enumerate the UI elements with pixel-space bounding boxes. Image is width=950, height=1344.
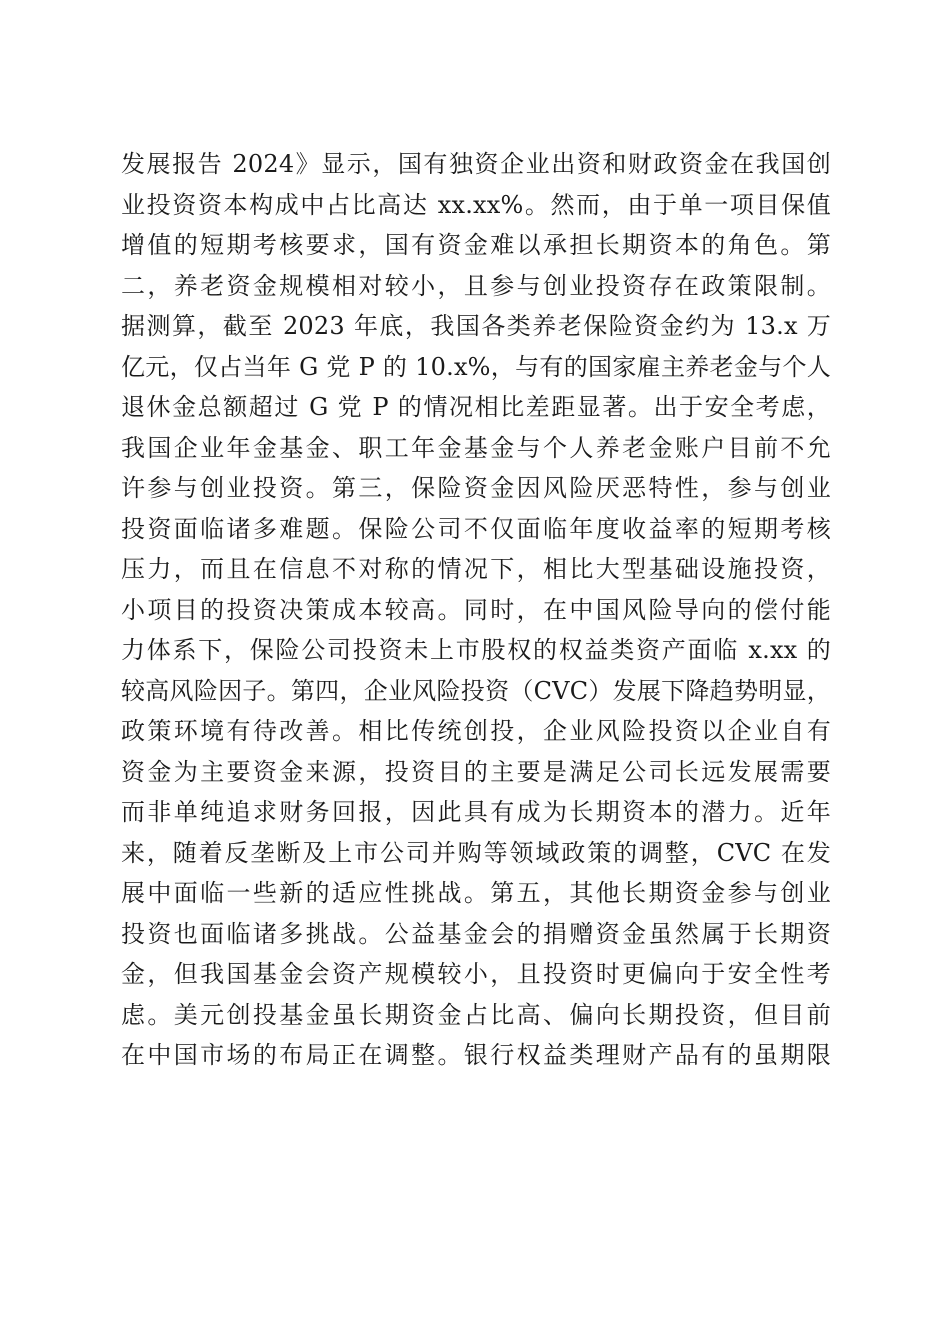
text-line-21: 金，但我国基金会资产规模较小，且投资时更偏向于安全性考: [121, 960, 831, 988]
text-line-20: 投资也面临诸多挑战。公益基金会的捐赠资金虽然属于长期资: [121, 919, 831, 948]
text-line-8: 我国企业年金基金、职工年金基金与个人养老金账户目前不允: [121, 433, 831, 462]
text-line-5: 据测算，截至 2023 年底，我国各类养老保险资金约为 13.x 万: [121, 312, 831, 340]
text-line-2: 业投资资本构成中占比高达 xx.xx%。然而，由于单一项目保值: [121, 190, 831, 219]
text-line-1: 发展报告 2024》显示，国有独资企业出资和财政资金在我国创: [121, 150, 831, 178]
text-line-13: 力体系下，保险公司投资未上市股权的权益类资产面临 x.xx 的: [121, 636, 831, 664]
text-line-10: 投资面临诸多难题。保险公司不仅面临年度收益率的短期考核: [121, 514, 831, 543]
text-line-14: 较高风险因子。第四，企业风险投资（CVC）发展下降趋势明显，: [121, 676, 831, 705]
text-line-15: 政策环境有待改善。相比传统创投，企业风险投资以企业自有: [121, 717, 831, 745]
text-line-23: 在中国市场的布局正在调整。银行权益类理财产品有的虽期限: [121, 1041, 831, 1069]
text-line-19: 展中面临一些新的适应性挑战。第五，其他长期资金参与创业: [121, 879, 831, 907]
text-line-17: 而非单纯追求财务回报，因此具有成为长期资本的潜力。近年: [121, 798, 831, 826]
text-line-16: 资金为主要资金来源，投资目的主要是满足公司长远发展需要: [121, 757, 831, 786]
body-text: [121, 144, 841, 1076]
text-line-11: 压力，而且在信息不对称的情况下，相比大型基础设施投资，: [121, 555, 831, 583]
text-line-9: 许参与创业投资。第三，保险资金因风险厌恶特性，参与创业: [121, 474, 831, 502]
text-line-7: 退休金总额超过 G 党 P 的情况相比差距显著。出于安全考虑，: [121, 393, 831, 421]
text-line-6: 亿元，仅占当年 G 党 P 的 10.x%，与有的国家雇主养老金与个人: [121, 352, 831, 381]
text-line-3: 增值的短期考核要求，国有资金难以承担长期资本的角色。第: [121, 231, 831, 259]
text-line-22: 虑。美元创投基金虽长期资金占比高、偏向长期投资，但目前: [121, 1000, 831, 1029]
text-line-4: 二，养老资金规模相对较小，且参与创业投资存在政策限制。: [121, 271, 831, 300]
text-line-18: 来，随着反垄断及上市公司并购等领域政策的调整，CVC 在发: [121, 838, 831, 867]
text-line-12: 小项目的投资决策成本较高。同时，在中国风险导向的偿付能: [121, 595, 831, 624]
